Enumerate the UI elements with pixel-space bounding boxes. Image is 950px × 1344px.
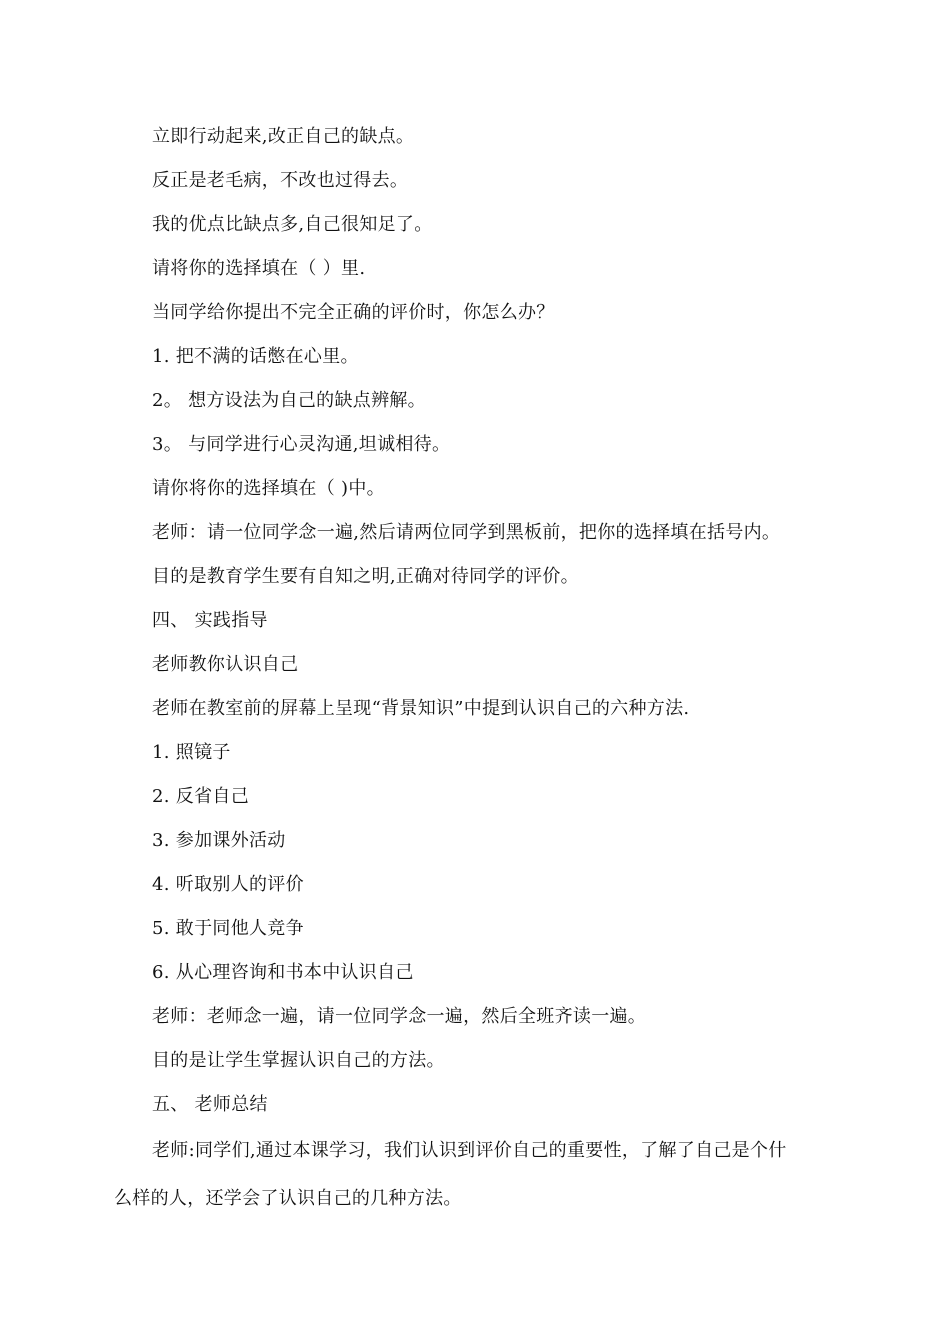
section-heading: 五、 老师总结	[152, 1094, 268, 1115]
text-line: 老师：请一位同学念一遍,然后请两位同学到黑板前，把你的选择填在括号内。	[152, 522, 781, 543]
list-item: 2。 想方设法为自己的缺点辨解。	[152, 390, 426, 411]
list-item: 3。 与同学进行心灵沟通,坦诚相待。	[152, 434, 451, 455]
text-line: 目的是教育学生要有自知之明,正确对待同学的评价。	[152, 566, 579, 587]
list-item: 3. 参加课外活动	[152, 830, 286, 851]
text-line: 请将你的选择填在（ ）里.	[152, 258, 366, 279]
list-item: 1. 把不满的话憋在心里。	[152, 346, 359, 367]
text-line: 我的优点比缺点多,自己很知足了。	[152, 214, 433, 235]
text-line: 老师在教室前的屏幕上呈现“背景知识”中提到认识自己的六种方法.	[152, 698, 690, 719]
list-item: 4. 听取别人的评价	[152, 874, 304, 895]
text-line: 立即行动起来,改正自己的缺点。	[152, 126, 415, 147]
text-line: 目的是让学生掌握认识自己的方法。	[152, 1050, 445, 1071]
text-line: 请你将你的选择填在（ )中。	[152, 478, 385, 499]
text-line: 老师：老师念一遍，请一位同学念一遍，然后全班齐读一遍。	[152, 1006, 647, 1027]
list-item: 2. 反省自己	[152, 786, 249, 807]
text-line: 么样的人，还学会了认识自己的几种方法。	[114, 1188, 462, 1209]
list-item: 5. 敢于同他人竞争	[152, 918, 304, 939]
text-line: 老师:同学们,通过本课学习，我们认识到评价自己的重要性，了解了自己是个什	[152, 1140, 787, 1161]
list-item: 6. 从心理咨询和书本中认识自己	[152, 962, 414, 983]
text-line: 反正是老毛病，不改也过得去。	[152, 170, 409, 191]
section-heading: 四、 实践指导	[152, 610, 268, 631]
text-line: 老师教你认识自己	[152, 654, 299, 675]
question-line: 当同学给你提出不完全正确的评价时，你怎么办？	[152, 302, 555, 323]
list-item: 1. 照镜子	[152, 742, 231, 763]
